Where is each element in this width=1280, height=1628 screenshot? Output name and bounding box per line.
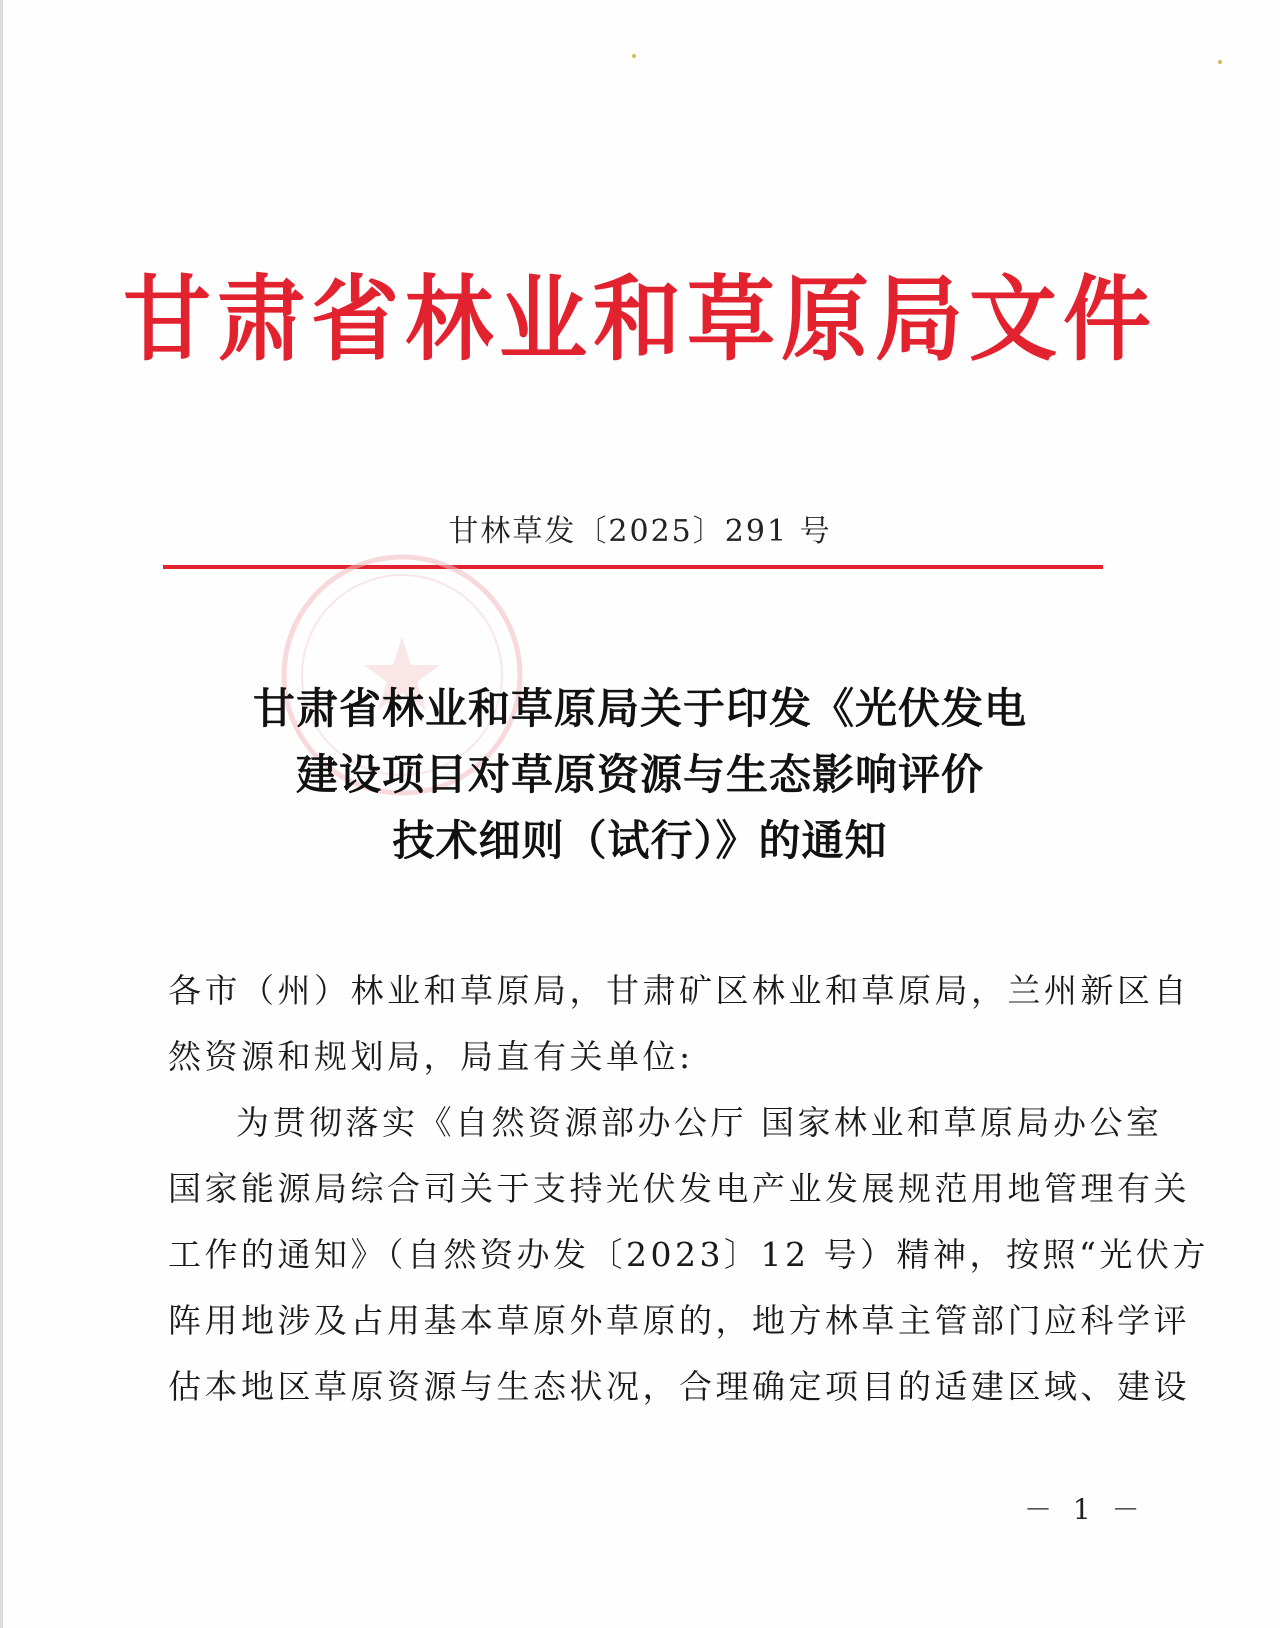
notice-title bbox=[0, 676, 1280, 874]
issuer-title: 甘肃省林业和草原局文件 bbox=[122, 265, 1157, 374]
addressee-line: 然资源和规划局，局直有关单位: bbox=[168, 1037, 694, 1076]
paragraph-line: 估本地区草原资源与生态状况，合理确定项目的适建区域、建设 bbox=[168, 1367, 1190, 1406]
page-number: － 1 － bbox=[1024, 1493, 1146, 1526]
paragraph-line: 国家能源局综合司关于支持光伏发电产业发展规范用地管理有关 bbox=[168, 1169, 1190, 1208]
notice-title-line: 甘肃省林业和草原局关于印发《光伏发电 bbox=[252, 684, 1027, 733]
paragraph-line: 阵用地涉及占用基本草原外草原的，地方林草主管部门应科学评 bbox=[168, 1301, 1190, 1340]
scan-speck bbox=[1218, 60, 1222, 64]
paragraph-line: 为贯彻落实《自然资源部办公厅 国家林业和草原局办公室 bbox=[236, 1103, 1163, 1142]
notice-title-line: 建设项目对草原资源与生态影响评价 bbox=[295, 750, 984, 799]
body-text bbox=[168, 958, 1209, 1420]
addressee-line: 各市（州）林业和草原局，甘肃矿区林业和草原局，兰州新区自 bbox=[168, 971, 1190, 1010]
scan-speck bbox=[632, 54, 636, 58]
paragraph-line: 工作的通知》（自然资办发〔2023〕12 号）精神，按照“光伏方 bbox=[168, 1235, 1209, 1274]
notice-title-line: 技术细则（试行）》的通知 bbox=[392, 816, 888, 865]
document-number: 甘林草发〔2025〕291 号 bbox=[448, 514, 832, 549]
